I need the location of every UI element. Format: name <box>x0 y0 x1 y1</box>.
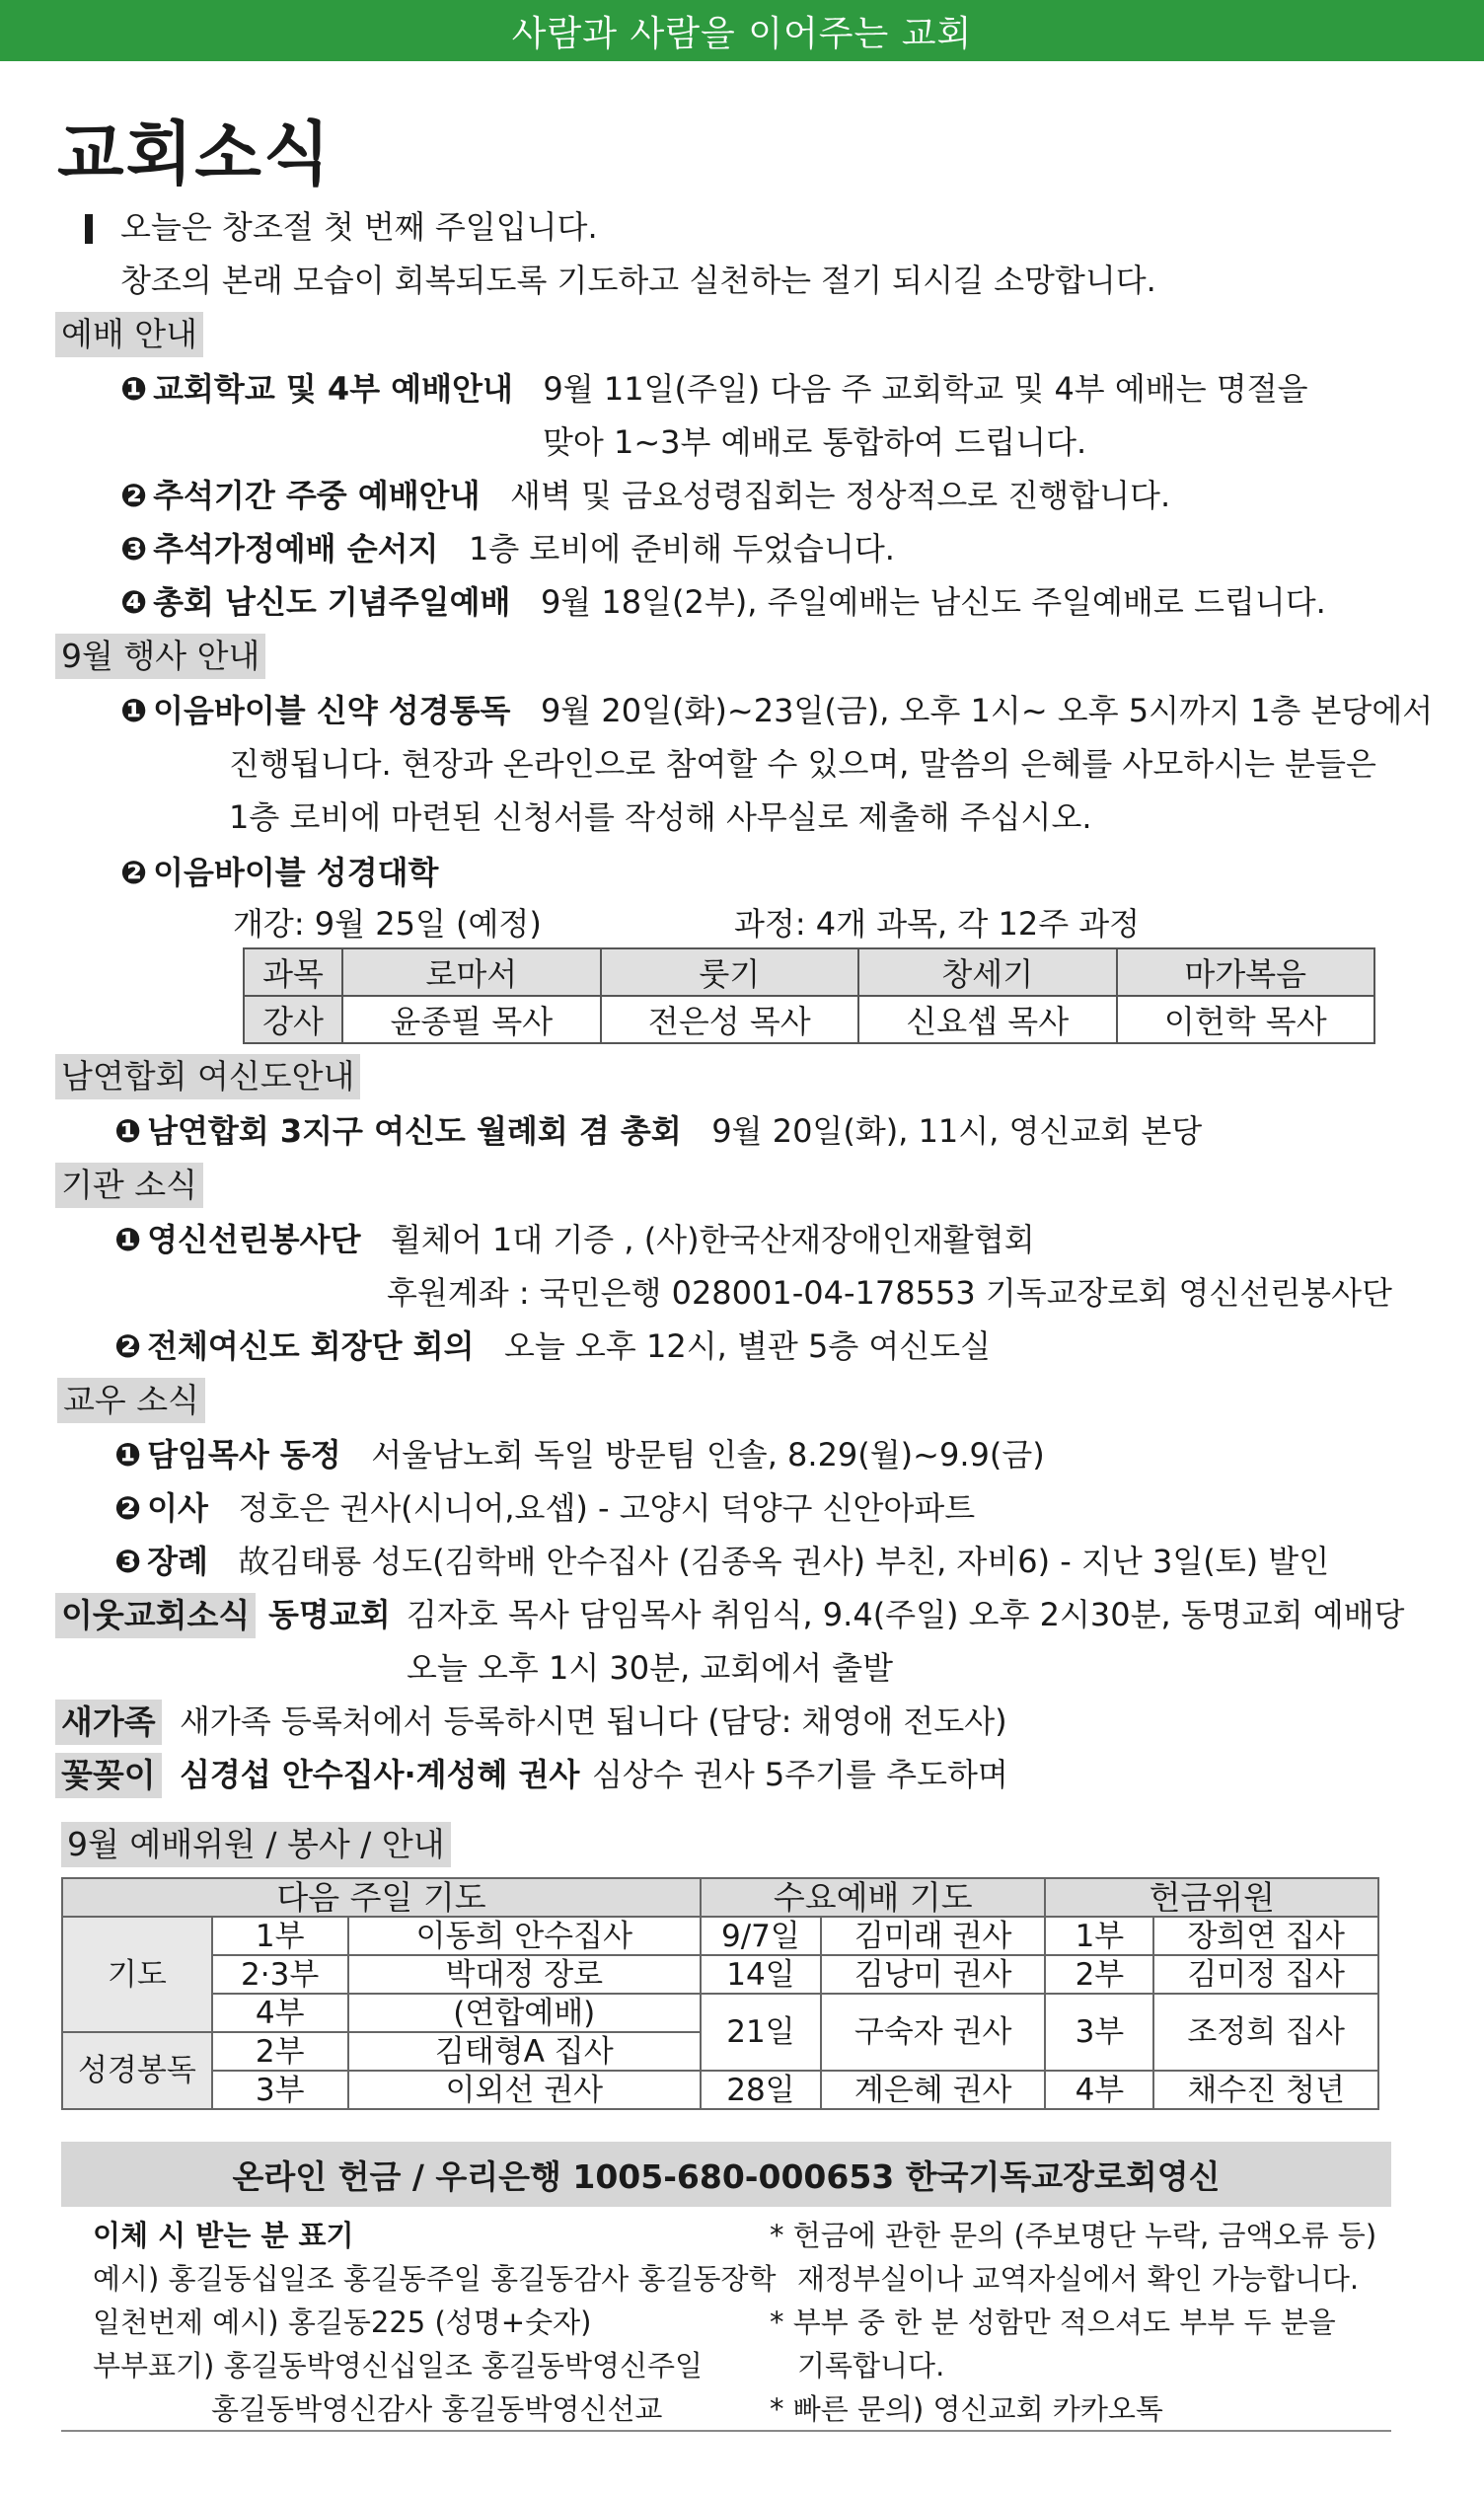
offering-name: 채수진 청년 <box>1153 2071 1378 2109</box>
flowers-donors: 심경섭 안수집사·계성혜 권사 <box>180 1756 580 1793</box>
wed-date: 21일 <box>701 1994 821 2071</box>
worship-item-4: ❹ 총회 남신도 기념주일예배 9월 18일(2부), 주일예배는 남신도 주일예배로 드립니다. <box>120 583 1326 621</box>
page-title: 교회소식 <box>57 113 333 194</box>
opening-date: 개강: 9월 25일 (예정) <box>233 905 542 943</box>
wed-date: 28일 <box>701 2071 821 2109</box>
duty-part: 3부 <box>212 2071 348 2109</box>
org-item-2: ❷ 전체여신도 회장단 회의 오늘 오후 12시, 별관 5층 여신도실 <box>114 1327 992 1365</box>
note-1: * 헌금에 관한 문의 (주보명단 누락, 금액오류 등) <box>770 2219 1377 2252</box>
transfer-title: 이체 시 받는 분 표기 <box>93 2219 354 2252</box>
course-table <box>243 947 1375 1044</box>
bullet-bar-icon <box>85 214 93 244</box>
offering-part: 3부 <box>1045 1994 1153 2071</box>
duty-reading-label: 성경봉독 <box>62 2032 212 2109</box>
online-offering-banner: 온라인 헌금 / 우리은행 1005-680-000653 한국기독교장로회영신 <box>61 2142 1391 2207</box>
duty-table <box>61 1877 1379 2110</box>
course-subject: 마가복음 <box>1117 948 1375 996</box>
course-subject-label: 과목 <box>244 948 342 996</box>
bottom-divider <box>61 2430 1391 2432</box>
section-worship-header: 예배 안내 <box>55 312 203 357</box>
course-teacher: 신요셉 목사 <box>858 996 1116 1043</box>
transfer-line-2: 일천번제 예시) 홍길동225 (성명+숫자) <box>93 2306 592 2339</box>
section-newfamily-header: 새가족 <box>55 1700 162 1745</box>
section-duty-header: 9월 예배위원 / 봉사 / 안내 <box>61 1822 451 1867</box>
event-item-1-cont2: 1층 로비에 마련된 신청서를 작성해 사무실로 제출해 주십시오. <box>229 798 1092 836</box>
wed-date: 9/7일 <box>701 1917 821 1955</box>
note-2: * 부부 중 한 분 성함만 적으셔도 부부 두 분을 <box>770 2306 1336 2339</box>
course-subject: 룻기 <box>601 948 858 996</box>
members-item-1: ❶ 담임목사 동정 서울남노회 독일 방문팀 인솔, 8.29(월)~9.9(금) <box>114 1436 1045 1474</box>
transfer-line-3: 부부표기) 홍길동박영신십일조 홍길동박영신주일 <box>93 2349 704 2382</box>
duty-name: (연합예배) <box>348 1994 701 2032</box>
members-item-3: ❸ 장례 故김태룡 성도(김학배 안수집사 (김종옥 권사) 부친, 자비6) - 지난 3일(토) 발인 <box>114 1543 1330 1580</box>
header-banner: 사람과 사람을 이어주는 교회 <box>0 0 1484 61</box>
course-teacher: 윤종필 목사 <box>342 996 600 1043</box>
intro-line-1: 오늘은 창조절 첫 번째 주일입니다. <box>85 205 598 249</box>
members-item-2: ❷ 이사 정호은 권사(시니어,요셉) - 고양시 덕양구 신안아파트 <box>114 1489 976 1527</box>
note-2-cont: 기록합니다. <box>797 2349 945 2382</box>
wed-name: 계은혜 권사 <box>821 2071 1046 2109</box>
worship-item-2: ❷ 추석기간 주중 예배안내 새벽 및 금요성령집회는 정상적으로 진행합니다. <box>120 477 1171 514</box>
duty-col-wednesday: 수요예배 기도 <box>701 1878 1045 1917</box>
section-flowers-header: 꽃꽂이 <box>55 1753 162 1798</box>
duty-name: 김태형A 집사 <box>348 2032 701 2071</box>
section-events-header: 9월 행사 안내 <box>55 634 265 679</box>
event-item-2: ❷ 이음바이블 성경대학 <box>120 854 439 891</box>
offering-name: 장희연 집사 <box>1153 1917 1378 1955</box>
course-subject: 로마서 <box>342 948 600 996</box>
neighbor-church-name: 동명교회 <box>268 1596 391 1633</box>
worship-item-1-cont: 맞아 1~3부 예배로 통합하여 드립니다. <box>543 423 1087 461</box>
worship-item-3: ❸ 추석가정예배 순서지 1층 로비에 준비해 두었습니다. <box>120 530 895 567</box>
duty-prayer-label: 기도 <box>62 1917 212 2032</box>
wed-name: 김낭미 권사 <box>821 1955 1046 1994</box>
duty-name: 박대정 장로 <box>348 1955 701 1994</box>
wed-name: 구숙자 권사 <box>821 1994 1046 2071</box>
offering-name: 김미정 집사 <box>1153 1955 1378 1994</box>
course-teacher-label: 강사 <box>244 996 342 1043</box>
worship-item-1: ❶ 교회학교 및 4부 예배안내 9월 11일(주일) 다음 주 교회학교 및 4부 예배는 명절을 <box>120 370 1308 408</box>
duty-part: 2·3부 <box>212 1955 348 1994</box>
offering-part: 1부 <box>1045 1917 1153 1955</box>
section-org-header: 기관 소식 <box>55 1163 203 1208</box>
men-item-1: ❶ 남연합회 3지구 여신도 월례회 겸 총회 9월 20일(화), 11시, 영신교회 본당 <box>114 1112 1203 1150</box>
neighbor-text-2: 오늘 오후 1시 30분, 교회에서 출발 <box>407 1649 894 1687</box>
course-info: 과정: 4개 과목, 각 12주 과정 <box>734 905 1141 943</box>
duty-part: 2부 <box>212 2032 348 2071</box>
wed-date: 14일 <box>701 1955 821 1994</box>
section-members-header: 교우 소식 <box>57 1378 205 1423</box>
transfer-line-4: 홍길동박영신감사 홍길동박영신선교 <box>211 2392 663 2426</box>
neighbor-text: 김자호 목사 담임목사 취임식, 9.4(주일) 오후 2시30분, 동명교회 예배당 <box>407 1596 1405 1633</box>
intro-line-2: 창조의 본래 모습이 회복되도록 기도하고 실천하는 절기 되시길 소망합니다. <box>120 262 1156 299</box>
event-item-1: ❶ 이음바이블 신약 성경통독 9월 20일(화)~23일(금), 오후 1시~ 오후 5시까지 1층 본당에서 <box>120 692 1434 729</box>
event-item-1-cont: 진행됩니다. 현장과 온라인으로 참여할 수 있으며, 말씀의 은혜를 사모하시는 분들은 <box>229 745 1376 783</box>
course-subject: 창세기 <box>858 948 1116 996</box>
duty-name: 이동희 안수집사 <box>348 1917 701 1955</box>
duty-col-offering: 헌금위원 <box>1045 1878 1378 1917</box>
course-teacher: 이헌학 목사 <box>1117 996 1375 1043</box>
duty-part: 4부 <box>212 1994 348 2032</box>
duty-col-prayer: 다음 주일 기도 <box>62 1878 701 1917</box>
org-item-1-account: 후원계좌 : 국민은행 028001-04-178553 기독교장로회 영신선린봉사단 <box>387 1274 1392 1312</box>
transfer-line-1: 예시) 홍길동십일조 홍길동주일 홍길동감사 홍길동장학 <box>93 2262 777 2296</box>
offering-part: 2부 <box>1045 1955 1153 1994</box>
note-1-cont: 재정부실이나 교역자실에서 확인 가능합니다. <box>797 2262 1360 2296</box>
course-teacher: 전은성 목사 <box>601 996 858 1043</box>
duty-part: 1부 <box>212 1917 348 1955</box>
org-item-1: ❶ 영신선린봉사단 휠체어 1대 기증 , (사)한국산재장애인재활협회 <box>114 1221 1035 1258</box>
newfamily-text: 새가족 등록처에서 등록하시면 됩니다 (담당: 채영애 전도사) <box>180 1702 1007 1740</box>
duty-name: 이외선 권사 <box>348 2071 701 2109</box>
section-men-header: 남연합회 여신도안내 <box>55 1054 360 1099</box>
wed-name: 김미래 권사 <box>821 1917 1046 1955</box>
offering-name: 조정희 집사 <box>1153 1994 1378 2071</box>
section-neighbor-header: 이웃교회소식 <box>55 1593 256 1638</box>
note-3: * 빠른 문의) 영신교회 카카오톡 <box>770 2392 1163 2426</box>
offering-part: 4부 <box>1045 2071 1153 2109</box>
flowers-text: 심상수 권사 5주기를 추도하며 <box>592 1756 1008 1793</box>
